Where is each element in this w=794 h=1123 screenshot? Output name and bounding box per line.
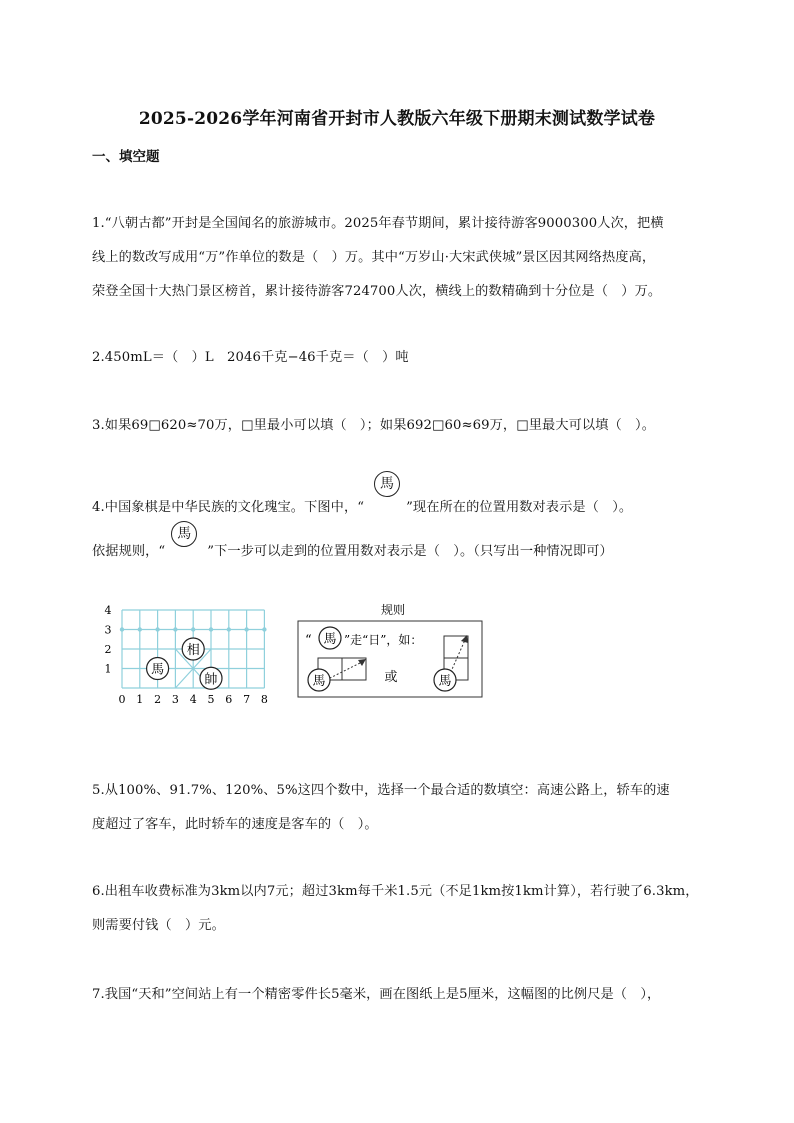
grid-dot bbox=[209, 627, 213, 631]
q4-line-1 bbox=[92, 476, 633, 515]
rule-example-1-arrowhead bbox=[358, 659, 366, 666]
x-tick-label: 5 bbox=[207, 693, 215, 706]
y-tick-label: 1 bbox=[104, 662, 112, 676]
grid-dot bbox=[155, 627, 159, 631]
y-tick-label: 4 bbox=[104, 604, 112, 617]
rule-text: ”走“日”，如： bbox=[344, 633, 423, 647]
x-tick-label: 2 bbox=[154, 693, 162, 706]
rule-or: 或 bbox=[384, 670, 398, 685]
grid-dot bbox=[138, 627, 142, 631]
grid-dot bbox=[244, 627, 248, 631]
q1-line-1: 1.“八朝古都”开封是全国闻名的旅游城市。2025年春节期间，累计接待游客9000300人次，把横 bbox=[92, 216, 664, 231]
q5-line-1: 5.从100%、91.7%、120%、5%这四个数中，选择一个最合适的数填空：高速公路上，轿车的速 bbox=[92, 783, 670, 798]
grid-dot bbox=[120, 627, 124, 631]
q3-line: 3.如果69□620≈70万，□里最小可以填（ ）；如果692□60≈69万，□里最大可以填（ ）。 bbox=[92, 418, 656, 433]
q1-line-3: 荣登全国十大热门景区榜首，累计接待游客724700人次，横线上的数精确到十分位是（ ）万。 bbox=[92, 284, 662, 299]
x-tick-label: 8 bbox=[260, 693, 268, 706]
chess-piece-label: 馬 bbox=[151, 662, 165, 678]
chess-piece-label: 帥 bbox=[204, 672, 218, 688]
section-heading: 一、填空题 bbox=[92, 149, 160, 165]
rule-title: 规则 bbox=[380, 603, 406, 617]
page-title: 2025-2026学年河南省开封市人教版六年级下册期末测试数学试卷 bbox=[138, 109, 656, 129]
x-tick-label: 6 bbox=[225, 693, 233, 706]
grid-dot bbox=[262, 627, 266, 631]
q6-line-1: 6.出租车收费标准为3km以内7元；超过3km每千米1.5元（不足1km按1km计算），若行驶了6.3km， bbox=[92, 884, 699, 899]
rule-quote-open: “ bbox=[305, 633, 312, 648]
q4-line-1-pre: 4.中国象棋是中华民族的文化瑰宝。下图中，“ bbox=[92, 500, 365, 515]
y-tick-label: 3 bbox=[104, 623, 112, 637]
x-tick-label: 4 bbox=[189, 693, 197, 706]
q4-line-2 bbox=[92, 526, 613, 559]
rule-example-1-arrow bbox=[326, 662, 362, 680]
y-tick-label: 2 bbox=[104, 643, 112, 656]
q4-line-1-post: ”现在所在的位置用数对表示是（ ）。 bbox=[406, 500, 633, 515]
q4-line-2-pre: 依据规则，“ bbox=[92, 544, 166, 559]
horse-piece-icon: 馬 bbox=[374, 471, 400, 497]
q5-line-2: 度超过了客车，此时轿车的速度是客车的（ ）。 bbox=[92, 817, 378, 832]
q6-line-2: 则需要付钱（ ）元。 bbox=[92, 918, 225, 933]
grid-dot bbox=[227, 627, 231, 631]
x-tick-label: 1 bbox=[136, 693, 144, 706]
horse-piece-inline-slot-2 bbox=[165, 526, 207, 555]
q4-line-2-post: ”下一步可以走到的位置用数对表示是（ ）。（只写出一种情况即可） bbox=[207, 544, 613, 559]
x-tick-label: 7 bbox=[243, 693, 251, 706]
horse-piece-inline-slot bbox=[364, 476, 406, 511]
q1-line-2: 线上的数改写成用“万”作单位的数是（ ）万。其中“万岁山·大宋武侠城”景区因其网络热度高， bbox=[92, 250, 656, 265]
horse-piece-icon: 馬 bbox=[171, 521, 197, 547]
chess-board-figure bbox=[100, 600, 500, 718]
grid-dot bbox=[191, 627, 195, 631]
q2-line: 2.450mL＝（ ）L 2046千克−46千克＝（ ）吨 bbox=[92, 350, 409, 365]
q7-line-1: 7.我国“天和”空间站上有一个精密零件长5毫米，画在图纸上是5厘米，这幅图的比例尺是（ ）， bbox=[92, 987, 661, 1002]
rule-example-2-horse-label: 馬 bbox=[438, 674, 452, 689]
rule-example-1-horse-label: 馬 bbox=[312, 674, 326, 689]
rule-horse-label: 馬 bbox=[323, 632, 337, 647]
chess-piece-label: 相 bbox=[186, 643, 200, 658]
x-tick-label: 3 bbox=[171, 693, 179, 706]
grid-dot bbox=[173, 627, 177, 631]
x-tick-label: 0 bbox=[118, 693, 126, 706]
